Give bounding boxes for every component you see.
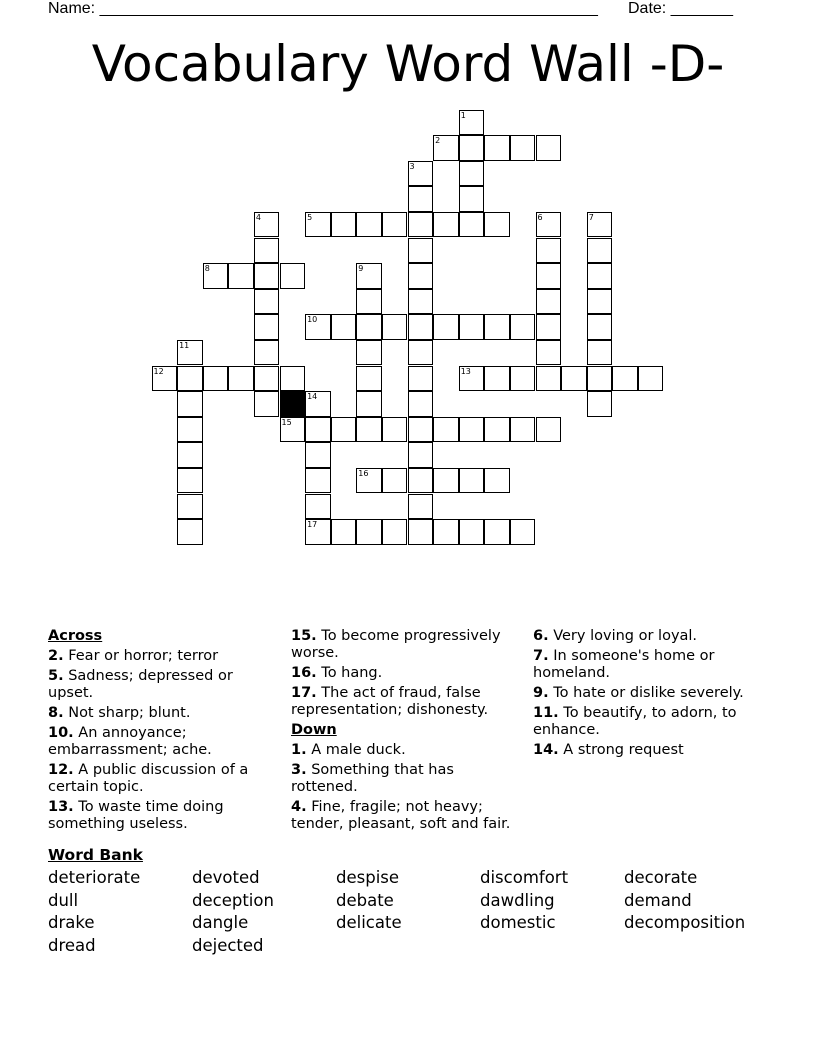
grid-cell[interactable]	[177, 519, 203, 545]
word-bank-item: devoted	[192, 868, 260, 887]
grid-cell[interactable]	[254, 212, 280, 238]
word-bank-item: dangle	[192, 913, 249, 932]
grid-cell[interactable]	[536, 417, 562, 443]
grid-cell[interactable]	[382, 314, 408, 340]
grid-cell[interactable]	[408, 391, 434, 417]
grid-cell[interactable]	[459, 212, 485, 238]
grid-cell[interactable]	[382, 468, 408, 494]
grid-cell[interactable]	[510, 519, 536, 545]
grid-cell[interactable]	[408, 238, 434, 264]
grid-cell[interactable]	[203, 366, 229, 392]
grid-cell[interactable]	[408, 519, 434, 545]
clue-number-label: 6	[537, 212, 543, 222]
clue-across-10: 10. An annoyance; embarrassment; ache.	[48, 725, 212, 758]
grid-cell[interactable]	[254, 263, 280, 289]
clue-down-11: 11. To beautify, to adorn, to enhance.	[533, 705, 737, 738]
grid-cell[interactable]	[408, 212, 434, 238]
grid-cell[interactable]	[536, 366, 562, 392]
grid-cell[interactable]	[280, 263, 306, 289]
grid-cell[interactable]	[536, 212, 562, 238]
grid-cell[interactable]	[484, 212, 510, 238]
grid-cell[interactable]	[408, 417, 434, 443]
grid-cell[interactable]	[408, 340, 434, 366]
clue-across-12: 12. A public discussion of a certain topic.	[48, 762, 249, 795]
grid-cell[interactable]	[228, 366, 254, 392]
clue-number-label: 12	[153, 366, 164, 376]
clue-across-16: 16. To hang.	[291, 665, 383, 681]
black-square	[280, 391, 306, 417]
grid-cell[interactable]	[587, 212, 613, 238]
grid-cell[interactable]	[612, 366, 638, 392]
grid-cell[interactable]	[433, 417, 459, 443]
grid-cell[interactable]	[408, 314, 434, 340]
grid-cell[interactable]	[484, 366, 510, 392]
clue-across-2: 2. Fear or horror; terror	[48, 648, 219, 664]
grid-cell[interactable]	[331, 212, 357, 238]
clue-down-3: 3. Something that has rottened.	[291, 762, 454, 795]
clue-down-9: 9. To hate or dislike severely.	[533, 685, 744, 701]
grid-cell[interactable]	[254, 366, 280, 392]
grid-cell[interactable]	[305, 212, 331, 238]
grid-cell[interactable]	[536, 135, 562, 161]
grid-cell[interactable]	[356, 519, 382, 545]
header	[48, 0, 748, 20]
grid-cell[interactable]	[382, 519, 408, 545]
word-bank-item: dawdling	[480, 890, 555, 910]
grid-cell[interactable]	[254, 314, 280, 340]
down-heading: Down	[291, 722, 337, 738]
word-bank-item: debate	[336, 890, 394, 910]
grid-cell[interactable]	[305, 468, 331, 494]
grid-cell[interactable]	[536, 263, 562, 289]
grid-cell[interactable]	[331, 519, 357, 545]
grid-cell[interactable]	[433, 468, 459, 494]
word-bank-item: demand	[624, 890, 692, 910]
grid-cell[interactable]	[587, 391, 613, 417]
grid-cell[interactable]	[356, 340, 382, 366]
word-bank-item: delicate	[336, 913, 402, 932]
clue-down-4: 4. Fine, fragile; not heavy; tender, pleasant, soft and fair.	[291, 799, 511, 832]
grid-cell[interactable]	[459, 110, 485, 136]
grid-cell[interactable]	[408, 263, 434, 289]
clue-down-6: 6. Very loving or loyal.	[533, 628, 698, 644]
grid-cell[interactable]	[305, 494, 331, 520]
grid-cell[interactable]	[433, 212, 459, 238]
grid-cell[interactable]	[459, 468, 485, 494]
clue-across-5: 5. Sadness; depressed or upset.	[48, 668, 233, 701]
clues-column-3	[533, 628, 763, 762]
grid-cell[interactable]	[305, 519, 331, 545]
clue-number-label: 17	[307, 520, 318, 530]
clue-number-label: 4	[255, 212, 261, 222]
clue-number-label: 14	[307, 392, 318, 402]
grid-cell[interactable]	[459, 161, 485, 187]
word-bank-item: drake	[48, 913, 95, 932]
grid-cell[interactable]	[536, 238, 562, 264]
grid-cell[interactable]	[561, 366, 587, 392]
grid-cell[interactable]	[331, 417, 357, 443]
grid-cell[interactable]	[408, 161, 434, 187]
grid-cell[interactable]	[177, 391, 203, 417]
grid-cell[interactable]	[356, 417, 382, 443]
grid-cell[interactable]	[459, 417, 485, 443]
grid-cell[interactable]	[382, 212, 408, 238]
grid-cell[interactable]	[408, 186, 434, 212]
grid-cell[interactable]	[638, 366, 664, 392]
grid-cell[interactable]	[356, 263, 382, 289]
grid-cell[interactable]	[356, 212, 382, 238]
grid-cell[interactable]	[152, 366, 178, 392]
grid-cell[interactable]	[280, 366, 306, 392]
word-bank-item: dejected	[192, 935, 264, 955]
word-bank-heading: Word Bank	[48, 846, 143, 864]
clues-column-2	[291, 628, 523, 836]
word-bank-item: deteriorate	[48, 868, 141, 887]
grid-cell[interactable]	[459, 519, 485, 545]
grid-cell[interactable]	[382, 417, 408, 443]
grid-cell[interactable]	[408, 442, 434, 468]
grid-cell[interactable]	[408, 468, 434, 494]
grid-cell[interactable]	[536, 340, 562, 366]
clue-down-14: 14. A strong request	[533, 742, 684, 758]
word-bank-item: dull	[48, 890, 79, 910]
clues-column-1	[48, 628, 278, 836]
grid-cell[interactable]	[280, 417, 306, 443]
clue-number-label: 13	[460, 366, 471, 376]
grid-cell[interactable]	[408, 494, 434, 520]
clue-across-13: 13. To waste time doing something useless.	[48, 799, 224, 832]
clue-across-8: 8. Not sharp; blunt.	[48, 705, 191, 721]
clue-number-label: 3	[409, 161, 415, 171]
word-bank-item: dread	[48, 935, 96, 955]
grid-cell[interactable]	[177, 442, 203, 468]
page-title: Vocabulary Word Wall -D-	[91, 35, 725, 93]
grid-cell[interactable]	[587, 238, 613, 264]
grid-cell[interactable]	[254, 340, 280, 366]
grid-cell[interactable]	[587, 263, 613, 289]
across-heading: Across	[48, 628, 103, 644]
grid-cell[interactable]	[305, 314, 331, 340]
word-bank-item: despise	[336, 868, 400, 887]
grid-cell[interactable]	[484, 314, 510, 340]
clue-number-label: 7	[588, 212, 594, 222]
grid-cell[interactable]	[587, 340, 613, 366]
clue-number-label: 15	[281, 417, 292, 427]
grid-cell[interactable]	[356, 391, 382, 417]
word-bank-item: discomfort	[480, 868, 569, 887]
grid-cell[interactable]	[459, 186, 485, 212]
grid-cell[interactable]	[510, 135, 536, 161]
grid-cell[interactable]	[459, 314, 485, 340]
grid-cell[interactable]	[433, 314, 459, 340]
grid-cell[interactable]	[177, 468, 203, 494]
grid-cell[interactable]	[587, 314, 613, 340]
date-field-label[interactable]: Date: _______	[628, 0, 733, 17]
grid-cell[interactable]	[356, 289, 382, 315]
grid-cell[interactable]	[484, 135, 510, 161]
grid-cell[interactable]	[203, 263, 229, 289]
word-bank-item: decomposition	[624, 913, 746, 932]
grid-cell[interactable]	[510, 417, 536, 443]
grid-cell[interactable]	[433, 519, 459, 545]
grid-cell[interactable]	[177, 366, 203, 392]
word-bank-item: deception	[192, 890, 274, 910]
grid-cell[interactable]	[254, 391, 280, 417]
grid-cell[interactable]	[177, 417, 203, 443]
clue-across-17: 17. The act of fraud, false representation; dishonesty.	[291, 685, 489, 718]
grid-cell[interactable]	[484, 417, 510, 443]
grid-cell[interactable]	[356, 314, 382, 340]
grid-cell[interactable]	[408, 366, 434, 392]
clue-number-label: 2	[435, 136, 441, 146]
clue-number-label: 1	[460, 110, 466, 120]
grid-cell[interactable]	[254, 238, 280, 264]
grid-cell[interactable]	[408, 289, 434, 315]
clue-across-15: 15. To become progressively worse.	[291, 628, 501, 661]
grid-cell[interactable]	[536, 289, 562, 315]
grid-cell[interactable]	[356, 366, 382, 392]
name-field-label[interactable]: Name: ________________________________________________________	[48, 0, 598, 17]
clue-number-label: 8	[204, 264, 210, 274]
grid-cell[interactable]	[536, 314, 562, 340]
grid-cell[interactable]	[305, 442, 331, 468]
grid-cell[interactable]	[459, 366, 485, 392]
grid-cell[interactable]	[587, 366, 613, 392]
grid-cell[interactable]	[305, 391, 331, 417]
clue-number-label: 11	[179, 340, 190, 350]
word-bank-item: domestic	[480, 913, 556, 932]
clue-down-1: 1. A male duck.	[291, 742, 406, 758]
grid-cell[interactable]	[228, 263, 254, 289]
grid-cell[interactable]	[484, 519, 510, 545]
grid-cell[interactable]	[484, 468, 510, 494]
grid-cell[interactable]	[587, 289, 613, 315]
grid-cell[interactable]	[177, 340, 203, 366]
clue-number-label: 5	[307, 212, 313, 222]
grid-cell[interactable]	[177, 494, 203, 520]
grid-cell[interactable]	[356, 468, 382, 494]
grid-cell[interactable]	[305, 417, 331, 443]
grid-cell[interactable]	[331, 314, 357, 340]
grid-cell[interactable]	[433, 135, 459, 161]
clue-down-7: 7. In someone's home or homeland.	[533, 648, 715, 681]
clue-number-label: 10	[307, 315, 318, 325]
clue-number-label: 16	[358, 468, 369, 478]
grid-cell[interactable]	[510, 314, 536, 340]
word-bank-item: decorate	[624, 868, 698, 887]
grid-cell[interactable]	[254, 289, 280, 315]
clue-number-label: 9	[358, 264, 364, 274]
grid-cell[interactable]	[459, 135, 485, 161]
grid-cell[interactable]	[510, 366, 536, 392]
